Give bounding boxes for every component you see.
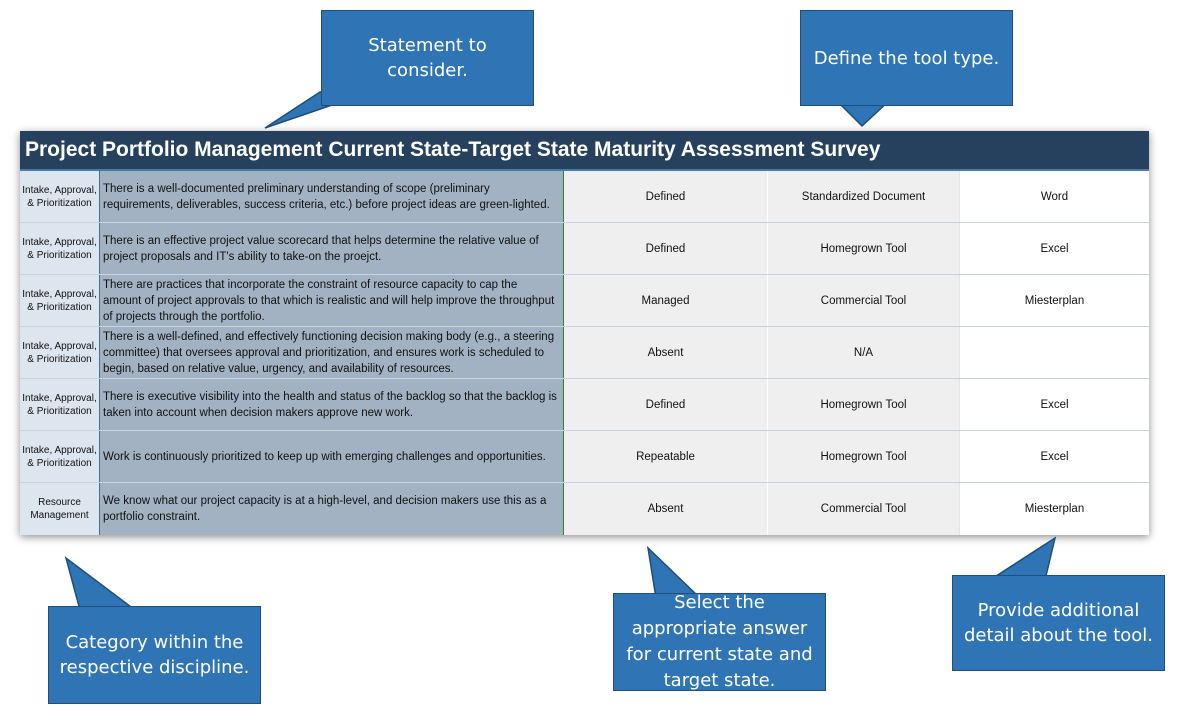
answer-callout-line: appropriate answer bbox=[631, 618, 808, 639]
tool-detail-cell[interactable]: Miesterplan bbox=[959, 483, 1149, 535]
tool-type-cell[interactable]: N/A bbox=[768, 327, 959, 378]
tool-detail-cell[interactable]: Excel bbox=[959, 223, 1149, 274]
state-select-cell[interactable]: Absent bbox=[564, 483, 768, 535]
detail-callout-line: Provide additional bbox=[977, 600, 1140, 621]
state-select-cell[interactable]: Repeatable bbox=[564, 431, 768, 482]
state-select-cell[interactable]: Absent bbox=[564, 327, 768, 378]
tool-type-cell[interactable]: Homegrown Tool bbox=[768, 379, 959, 430]
category-cell: Intake, Approval, & Prioritization bbox=[20, 223, 100, 274]
tool-type-cell[interactable]: Commercial Tool bbox=[768, 483, 959, 535]
detail-callout-pointer bbox=[990, 538, 1055, 580]
statement-cell: We know what our project capacity is at a high-level, and decision makers use this as a portfolio constraint. bbox=[100, 483, 564, 535]
statement-cell: There is a well-defined, and effectively functioning decision making body (e.g., a steering committee) that oversees approval and prioritization, and ensures work is scheduled to begin, based on relative value, urgency, and availability of resources. bbox=[100, 327, 564, 378]
tool-type-cell[interactable]: Commercial Tool bbox=[768, 275, 959, 326]
tool-detail-cell[interactable]: Word bbox=[959, 171, 1149, 222]
statement-callout-line: consider. bbox=[387, 60, 468, 81]
answer-callout bbox=[613, 593, 826, 691]
tool-type-cell[interactable]: Standardized Document bbox=[768, 171, 959, 222]
category-callout-line: Category within the bbox=[65, 632, 244, 653]
state-select-cell[interactable]: Managed bbox=[564, 275, 768, 326]
statement-cell: There is executive visibility into the health and status of the backlog so that the backlog is taken into account when decision makers approve new work. bbox=[100, 379, 564, 430]
tool-detail-cell[interactable]: Miesterplan bbox=[959, 275, 1149, 326]
category-cell: Intake, Approval, & Prioritization bbox=[20, 171, 100, 222]
category-cell: Intake, Approval, & Prioritization bbox=[20, 379, 100, 430]
tool-detail-cell[interactable]: Excel bbox=[959, 379, 1149, 430]
category-cell: Intake, Approval, & Prioritization bbox=[20, 431, 100, 482]
statement-cell: There is an effective project value scorecard that helps determine the relative value of project proposals and IT's ability to take-on the proejct. bbox=[100, 223, 564, 274]
statement-cell: There are practices that incorporate the constraint of resource capacity to cap the amount of project approvals to that which is realistic and will help improve the throughput of projects through the portfolio. bbox=[100, 275, 564, 326]
answer-callout-line: for current state and bbox=[626, 644, 813, 665]
survey-title: Project Portfolio Management Current State-Target State Maturity Assessment Survey bbox=[20, 131, 1149, 171]
category-cell: Intake, Approval, & Prioritization bbox=[20, 275, 100, 326]
statement-cell: Work is continuously prioritized to keep up with emerging challenges and opportunities. bbox=[100, 431, 564, 482]
tool-type-cell[interactable]: Homegrown Tool bbox=[768, 223, 959, 274]
state-select-cell[interactable]: Defined bbox=[564, 379, 768, 430]
category-callout bbox=[48, 606, 261, 704]
answer-callout-line: target state. bbox=[663, 670, 776, 691]
state-select-cell[interactable]: Defined bbox=[564, 223, 768, 274]
tool-type-cell[interactable]: Homegrown Tool bbox=[768, 431, 959, 482]
category-callout-line: respective discipline. bbox=[59, 657, 250, 678]
detail-callout-line: detail about the tool. bbox=[963, 625, 1154, 646]
tool-type-callout-line: Define the tool type. bbox=[813, 47, 1000, 69]
state-select-cell[interactable]: Defined bbox=[564, 171, 768, 222]
statement-callout-line: Statement to bbox=[368, 35, 487, 56]
answer-callout-line: Select the bbox=[674, 592, 765, 613]
tool-detail-cell[interactable]: Excel bbox=[959, 431, 1149, 482]
category-cell: Resource Management bbox=[20, 483, 100, 535]
tool-type-callout bbox=[800, 10, 1013, 106]
detail-callout bbox=[952, 575, 1165, 671]
category-callout-pointer bbox=[66, 558, 135, 610]
statement-callout bbox=[321, 10, 534, 106]
category-cell: Intake, Approval, & Prioritization bbox=[20, 327, 100, 378]
statement-cell: There is a well-documented preliminary understanding of scope (preliminary requirements, deliverables, success criteria, etc.) before project ideas are green-lighted. bbox=[100, 171, 564, 222]
